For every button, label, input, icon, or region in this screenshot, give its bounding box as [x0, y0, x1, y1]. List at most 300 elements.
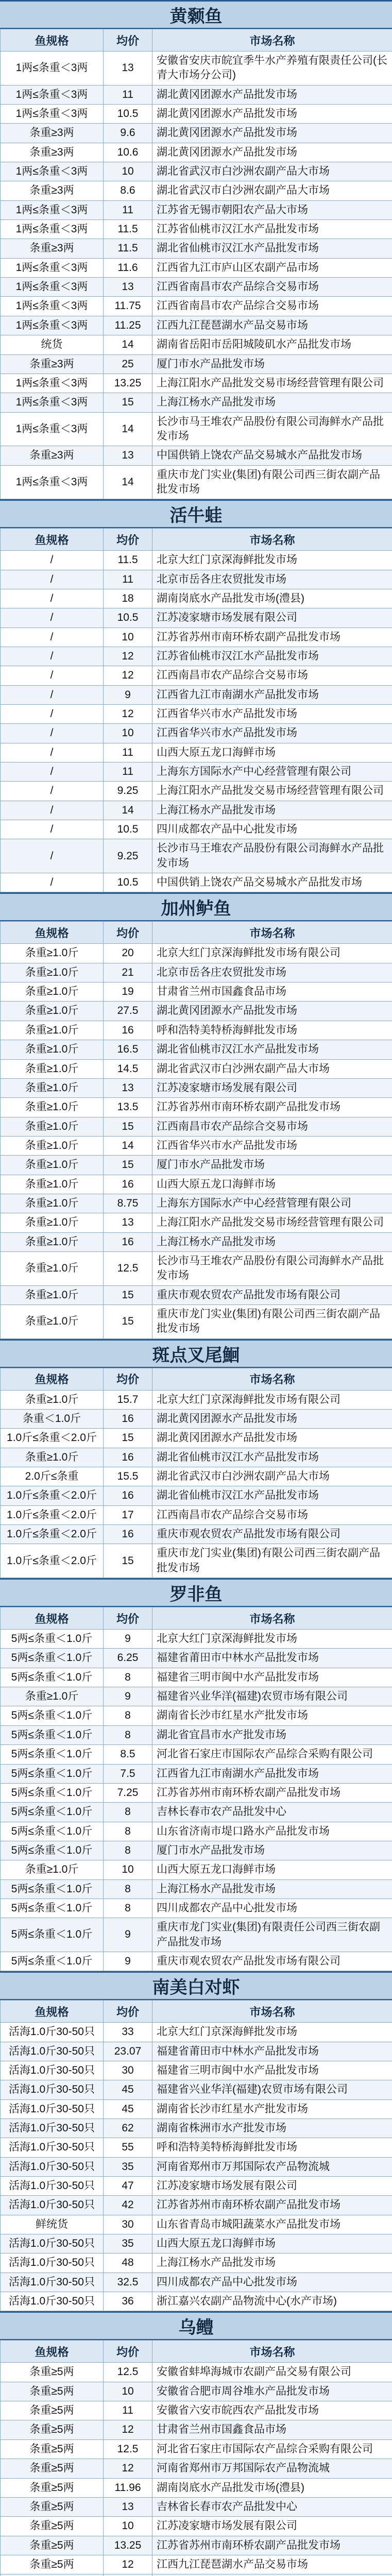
price-table — [0, 528, 392, 892]
market-cell: 湖南岗底水产品批发市场(澧县) — [152, 589, 392, 608]
table-row — [1, 1059, 392, 1078]
price-cell: 11.25 — [104, 316, 152, 335]
spec-cell: 5两≤条重＜1.0斤 — [1, 1918, 104, 1952]
market-cell: 江苏凌家塘市场发展有限公司 — [152, 1078, 392, 1097]
price-cell: 15 — [104, 1304, 152, 1338]
table-row — [1, 839, 392, 873]
table-row — [1, 143, 392, 162]
market-cell: 湖北黄冈团源水产品批发市场 — [152, 143, 392, 162]
spec-cell: / — [1, 743, 104, 762]
table-row — [1, 335, 392, 354]
table-row — [1, 2292, 392, 2311]
market-cell: 北京大红门京深海鲜批发市场有限公司 — [152, 1390, 392, 1409]
price-cell: 11.5 — [104, 220, 152, 239]
price-cell: 15 — [104, 1117, 152, 1136]
market-cell: 江西省华兴市水产品批发市场 — [152, 705, 392, 724]
market-column-header: 市场名称 — [152, 2001, 392, 2023]
price-column-header: 均价 — [104, 529, 152, 551]
market-cell: 呼和浩特美特桥海鲜批发市场 — [152, 1021, 392, 1040]
table-row — [1, 2099, 392, 2119]
price-column-header: 均价 — [104, 922, 152, 944]
price-cell: 13 — [104, 446, 152, 465]
price-cell: 12 — [104, 705, 152, 724]
table-row — [1, 2023, 392, 2042]
table-row — [1, 2478, 392, 2497]
table-row — [1, 1544, 392, 1578]
price-cell: 45 — [104, 2080, 152, 2099]
table-row — [1, 52, 392, 86]
market-cell: 上海江杨水产品批发市场 — [152, 1879, 392, 1899]
spec-cell: 条重≥1.0斤 — [1, 1285, 104, 1304]
table-row — [1, 1002, 392, 1021]
section-title: 南美白对虾 — [0, 1971, 392, 2000]
table-row — [1, 2382, 392, 2401]
price-cell: 11 — [104, 762, 152, 782]
table-row — [1, 354, 392, 374]
price-cell: 12.5 — [104, 2363, 152, 2382]
spec-cell: 鲜统货 — [1, 2215, 104, 2234]
spec-column-header: 鱼规格 — [1, 2001, 104, 2023]
market-cell: 北京大红门京深海鲜批发市场有限公司 — [152, 944, 392, 963]
spec-cell: 活海1.0斤30-50只 — [1, 2273, 104, 2292]
market-cell: 福建省莆田市中林水产品批发市场 — [152, 2042, 392, 2061]
spec-cell: 5两≤条重＜1.0斤 — [1, 1630, 104, 1649]
table-row — [1, 1952, 392, 1971]
market-cell: 山东省青岛市城阳蔬菜水产品批发市场 — [152, 2215, 392, 2234]
spec-cell: 1两≤条重＜3两 — [1, 374, 104, 393]
price-cell: 10.5 — [104, 105, 152, 124]
market-cell: 湖南省长沙市红星水产批发市场 — [152, 2099, 392, 2119]
price-cell: 11 — [104, 2401, 152, 2420]
market-cell: 四川成都农产品中心批发市场 — [152, 2273, 392, 2292]
price-cell: 36 — [104, 2292, 152, 2311]
table-row — [1, 220, 392, 239]
table-header-row — [1, 922, 392, 944]
spec-cell: 条重≥1.0斤 — [1, 1232, 104, 1251]
table-row — [1, 1687, 392, 1706]
price-column-header: 均价 — [104, 1607, 152, 1630]
table-row — [1, 873, 392, 892]
market-cell: 上海江阳水产品批发交易市场经营管理有限公司 — [152, 1213, 392, 1232]
table-row — [1, 1194, 392, 1213]
price-cell: 8.75 — [104, 1194, 152, 1213]
market-cell: 上海江阳水产品批发交易市场经营管理有限公司 — [152, 374, 392, 393]
section-title: 活牛蛙 — [0, 499, 392, 528]
market-cell: 湖北黄冈团源水产品批发市场 — [152, 85, 392, 104]
price-cell: 12 — [104, 666, 152, 685]
spec-cell: 活海1.0斤30-50只 — [1, 2138, 104, 2157]
market-cell: 重庆市龙门实业(集团)有限责任公司西三街农副产品批发市场 — [152, 1918, 392, 1952]
price-cell: 11.6 — [104, 258, 152, 277]
spec-cell: 条重≥1.0斤 — [1, 963, 104, 982]
price-cell: 35 — [104, 2234, 152, 2253]
spec-cell: 条重≥1.0斤 — [1, 1175, 104, 1194]
spec-column-header: 鱼规格 — [1, 922, 104, 944]
table-row — [1, 2234, 392, 2253]
spec-cell: 条重≥5两 — [1, 2497, 104, 2516]
section-4 — [0, 1578, 392, 1971]
price-column-header: 均价 — [104, 1368, 152, 1390]
spec-cell: 条重≥1.0斤 — [1, 1002, 104, 1021]
table-row — [1, 393, 392, 412]
price-table — [0, 1368, 392, 1578]
table-row — [1, 2459, 392, 2478]
market-cell: 湖北黄冈团源水产品批发市场 — [152, 1002, 392, 1021]
spec-cell: 条重≥5两 — [1, 2555, 104, 2574]
spec-cell: 1两≤条重＜3两 — [1, 465, 104, 499]
market-cell: 江西九江琵琶湖水产品交易市场 — [152, 2555, 392, 2574]
market-cell: 湖北黄冈团源水产品批发市场 — [152, 1429, 392, 1448]
spec-cell: / — [1, 705, 104, 724]
spec-cell: 条重≥5两 — [1, 2478, 104, 2497]
price-cell: 13 — [104, 2497, 152, 2516]
spec-cell: 5两≤条重＜1.0斤 — [1, 1764, 104, 1783]
spec-cell: 5两≤条重＜1.0斤 — [1, 1803, 104, 1822]
market-cell: 中国供销上饶农产品交易城水产品批发市场 — [152, 873, 392, 892]
spec-cell: 5两≤条重＜1.0斤 — [1, 1899, 104, 1918]
table-row — [1, 2042, 392, 2061]
market-cell: 江苏凌家塘市场发展有限公司 — [152, 2177, 392, 2196]
price-cell: 8 — [104, 1899, 152, 1918]
price-table — [0, 29, 392, 499]
price-cell: 15 — [104, 1429, 152, 1448]
spec-cell: 活海1.0斤30-50只 — [1, 2253, 104, 2273]
table-row — [1, 2253, 392, 2273]
market-cell: 湖北省仙桃市汉江水产品批发市场 — [152, 1040, 392, 1059]
spec-cell: 条重≥3两 — [1, 143, 104, 162]
market-cell: 江西九江琵琶湖水产品交易市场 — [152, 316, 392, 335]
table-row — [1, 801, 392, 820]
table-header-row — [1, 2001, 392, 2023]
table-row — [1, 963, 392, 982]
table-row — [1, 162, 392, 181]
market-cell: 厦门市水产品批发市场 — [152, 1156, 392, 1175]
price-cell: 8 — [104, 1803, 152, 1822]
price-cell: 23.07 — [104, 2042, 152, 2061]
price-cell: 8 — [104, 1879, 152, 1899]
market-cell: 湖北省仙桃市汉江水产品批发市场 — [152, 1448, 392, 1467]
market-cell: 福建省莆田市中林水产品批发市场 — [152, 1649, 392, 1668]
spec-cell: 条重≥3两 — [1, 354, 104, 374]
spec-cell: 5两≤条重＜1.0斤 — [1, 1783, 104, 1802]
price-cell: 15 — [104, 393, 152, 412]
price-cell: 14 — [104, 465, 152, 499]
market-cell: 江苏省仙桃市汉江水产品批发市场 — [152, 647, 392, 666]
market-cell: 江苏省仙桃市汉江水产品批发市场 — [152, 220, 392, 239]
price-cell: 9.25 — [104, 782, 152, 801]
table-row — [1, 124, 392, 143]
table-row — [1, 1078, 392, 1097]
price-cell: 8 — [104, 1725, 152, 1744]
spec-cell: / — [1, 666, 104, 685]
table-row — [1, 1668, 392, 1687]
price-cell — [104, 2574, 152, 2576]
market-cell: 河南省郑州市万邦国际农产品物流城 — [152, 2157, 392, 2176]
market-cell: 江苏省苏州市南环桥农副产品批发市场 — [152, 1098, 392, 1117]
spec-cell: 活海1.0斤30-50只 — [1, 2177, 104, 2196]
market-column-header: 市场名称 — [152, 529, 392, 551]
market-cell: 重庆市龙门实业(集团)有限公司西三街农副产品批发市场 — [152, 1304, 392, 1338]
price-cell: 12 — [104, 2555, 152, 2574]
spec-cell: 条重≥1.0斤 — [1, 1117, 104, 1136]
price-cell: 14 — [104, 412, 152, 446]
market-cell: 上海江杨水产品批发市场 — [152, 801, 392, 820]
spec-cell: 1.0斤≤条重＜2.0斤 — [1, 1486, 104, 1505]
price-table — [0, 2340, 392, 2576]
table-row — [1, 374, 392, 393]
table-row — [1, 2536, 392, 2555]
table-header-row — [1, 1368, 392, 1390]
price-cell: 10 — [104, 162, 152, 181]
table-row — [1, 2196, 392, 2215]
market-cell: 吉林省长春市农产品批发中心 — [152, 2497, 392, 2516]
price-cell: 9 — [104, 1952, 152, 1971]
spec-cell: 1两≤条重＜3两 — [1, 200, 104, 219]
price-cell: 8 — [104, 1706, 152, 1725]
spec-cell: 条重≥5两 — [1, 2363, 104, 2382]
market-cell: 重庆市观农贸农产品批发市场有限公司 — [152, 1525, 392, 1544]
spec-cell: 活海1.0斤30-50只 — [1, 2023, 104, 2042]
market-cell: 湖北省武汉市白沙洲农副产品大市场 — [152, 1059, 392, 1078]
spec-cell: / — [1, 551, 104, 570]
table-row — [1, 278, 392, 297]
market-cell: 厦门市水产品批发市场 — [152, 354, 392, 374]
table-row — [1, 2401, 392, 2420]
price-cell: 21 — [104, 963, 152, 982]
market-cell: 福建省兴业华洋(福建)农贸市场有限公司 — [152, 1687, 392, 1706]
market-cell: 江西省九江市庐山区农副产品市场 — [152, 258, 392, 277]
price-cell: 15.7 — [104, 1390, 152, 1409]
table-row — [1, 239, 392, 258]
market-cell: 甘肃省兰州市国鑫食品市场 — [152, 2420, 392, 2439]
market-cell: 湖南省岳阳市岳阳城陵矶水产品批发市场 — [152, 335, 392, 354]
table-row — [1, 1156, 392, 1175]
price-cell: 11.96 — [104, 2478, 152, 2497]
market-cell: 湖北省武汉市白沙洲农副产品大市场 — [152, 162, 392, 181]
market-cell: 上海江阳水产品批发交易市场经营管理有限公司 — [152, 782, 392, 801]
table-row — [1, 1285, 392, 1304]
spec-cell: 活海1.0斤30-50只 — [1, 2042, 104, 2061]
market-cell — [152, 2574, 392, 2576]
market-cell: 吉林长春市农产品批发中心 — [152, 1803, 392, 1822]
price-cell: 55 — [104, 2138, 152, 2157]
market-cell: 江西南昌市农产品综合交易市场 — [152, 1117, 392, 1136]
table-row — [1, 1918, 392, 1952]
price-cell: 9 — [104, 685, 152, 704]
spec-cell: 活海1.0斤30-50只 — [1, 2157, 104, 2176]
table-row — [1, 1841, 392, 1860]
spec-cell: 1两≤条重＜3两 — [1, 412, 104, 446]
price-cell: 8 — [104, 1668, 152, 1687]
market-cell: 上海江杨水产品批发市场 — [152, 1232, 392, 1251]
spec-cell: 条重≥1.0斤 — [1, 1078, 104, 1097]
spec-cell: / — [1, 647, 104, 666]
spec-cell: 活海1.0斤30-50只 — [1, 2080, 104, 2099]
table-row — [1, 1232, 392, 1251]
price-cell: 16 — [104, 1232, 152, 1251]
price-cell: 11 — [104, 743, 152, 762]
price-cell: 32.5 — [104, 2273, 152, 2292]
price-cell: 19 — [104, 982, 152, 1002]
section-0 — [0, 0, 392, 499]
spec-cell: / — [1, 762, 104, 782]
price-cell: 27.5 — [104, 1002, 152, 1021]
table-row — [1, 762, 392, 782]
spec-cell: 5两≤条重＜1.0斤 — [1, 1745, 104, 1764]
spec-cell: 条重≥1.0斤 — [1, 1304, 104, 1338]
market-cell: 安徽省六安市皖西农产品批发市场 — [152, 2401, 392, 2420]
price-cell: 9.25 — [104, 839, 152, 873]
spec-cell: 1两≤条重＜3两 — [1, 297, 104, 316]
market-cell: 北京大红门京深海鲜批发市场 — [152, 551, 392, 570]
section-2 — [0, 892, 392, 1338]
market-cell: 河南省郑州市万邦国际农产品物流城 — [152, 2459, 392, 2478]
table-row — [1, 1213, 392, 1232]
table-row — [1, 316, 392, 335]
spec-cell: 5两≤条重＜1.0斤 — [1, 1879, 104, 1899]
table-row — [1, 589, 392, 608]
spec-cell: 5两≤条重＜1.0斤 — [1, 1649, 104, 1668]
spec-cell: 1两≤条重＜3两 — [1, 220, 104, 239]
price-cell: 15.5 — [104, 1467, 152, 1486]
spec-cell: 5两≤条重＜1.0斤 — [1, 1952, 104, 1971]
table-row — [1, 1525, 392, 1544]
spec-cell: 1两≤条重＜3两 — [1, 162, 104, 181]
market-cell: 山西大原五龙口海鲜市场 — [152, 1175, 392, 1194]
table-row — [1, 1098, 392, 1117]
market-cell: 江西省华兴市水产品批发市场 — [152, 1136, 392, 1155]
price-cell: 33 — [104, 2023, 152, 2042]
spec-cell: / — [1, 724, 104, 743]
price-cell: 8.5 — [104, 1745, 152, 1764]
table-row — [1, 1764, 392, 1783]
spec-cell: 5两≤条重＜1.0斤 — [1, 1668, 104, 1687]
table-header-row — [1, 2341, 392, 2363]
table-row — [1, 2061, 392, 2080]
price-table — [0, 2000, 392, 2311]
market-cell: 湖南岗底水产品批发市场(澧县) — [152, 2478, 392, 2497]
price-cell: 10 — [104, 628, 152, 647]
market-cell: 上海江杨水产品批发市场 — [152, 393, 392, 412]
table-row — [1, 297, 392, 316]
market-column-header: 市场名称 — [152, 1607, 392, 1630]
market-cell: 湖北省武汉市白沙洲农副产品大市场 — [152, 1467, 392, 1486]
price-cell: 11 — [104, 85, 152, 104]
market-cell: 江苏凌家塘市场发展有限公司 — [152, 608, 392, 628]
price-column-header: 均价 — [104, 2341, 152, 2363]
table-row — [1, 200, 392, 219]
price-cell: 7.5 — [104, 1764, 152, 1783]
table-row — [1, 1822, 392, 1841]
spec-cell: 条重≥3两 — [1, 446, 104, 465]
table-row — [1, 1783, 392, 1802]
price-cell: 42 — [104, 2196, 152, 2215]
spec-cell: 1两≤条重＜3两 — [1, 278, 104, 297]
price-cell: 30 — [104, 2215, 152, 2234]
table-row — [1, 1706, 392, 1725]
table-row — [1, 1649, 392, 1668]
market-cell: 湖南省长沙市红星水产批发市场 — [152, 1706, 392, 1725]
price-cell: 6.25 — [104, 1649, 152, 1668]
table-row — [1, 181, 392, 200]
section-3 — [0, 1339, 392, 1578]
spec-cell: / — [1, 570, 104, 589]
market-cell: 北京大红门京深海鲜批发市场 — [152, 1630, 392, 1649]
table-header-row — [1, 1607, 392, 1630]
price-cell: 10.5 — [104, 873, 152, 892]
market-cell: 安徽省合肥市周谷堆水产品批发市场 — [152, 2382, 392, 2401]
spec-cell: 活海1.0斤30-50只 — [1, 2061, 104, 2080]
table-row — [1, 1390, 392, 1409]
table-row — [1, 647, 392, 666]
market-cell: 长沙市马王堆农产品股份有限公司海鲜水产品批发市场 — [152, 412, 392, 446]
table-row — [1, 2119, 392, 2138]
market-cell: 上海东方国际水产中心经营管理有限公司 — [152, 762, 392, 782]
table-row — [1, 685, 392, 704]
price-cell: 48 — [104, 2253, 152, 2273]
price-cell: 15 — [104, 1156, 152, 1175]
table-row — [1, 2439, 392, 2459]
market-column-header: 市场名称 — [152, 922, 392, 944]
spec-cell: 5两≤条重＜1.0斤 — [1, 1725, 104, 1744]
price-cell: 35 — [104, 2157, 152, 2176]
price-table — [0, 921, 392, 1338]
table-row — [1, 1899, 392, 1918]
table-row — [1, 1021, 392, 1040]
price-cell: 11 — [104, 570, 152, 589]
spec-cell: 条重≥1.0斤 — [1, 1059, 104, 1078]
table-header-row — [1, 529, 392, 551]
spec-cell: 活海1.0斤30-50只 — [1, 2196, 104, 2215]
market-cell: 湖北省仙桃市汉江水产品批发市场 — [152, 239, 392, 258]
price-cell: 14 — [104, 335, 152, 354]
spec-cell: 条重≥3两 — [1, 181, 104, 200]
price-cell: 13.25 — [104, 2536, 152, 2555]
spec-cell: 条重≥1.0斤 — [1, 982, 104, 1002]
spec-cell: 1两≤条重＜3两 — [1, 52, 104, 86]
market-cell: 湖北黄冈团源水产品批发市场 — [152, 105, 392, 124]
spec-cell: 1.0斤≤条重＜2.0斤 — [1, 1525, 104, 1544]
price-cell: 62 — [104, 2119, 152, 2138]
price-cell: 8 — [104, 1841, 152, 1860]
section-title: 罗非鱼 — [0, 1578, 392, 1607]
spec-cell: 条重≥1.0斤 — [1, 1213, 104, 1232]
table-row — [1, 1304, 392, 1338]
market-cell: 江苏省苏州市南环桥农副产品批发市场 — [152, 1783, 392, 1802]
price-cell: 13 — [104, 52, 152, 86]
spec-cell: 条重≥1.0斤 — [1, 1040, 104, 1059]
table-row — [1, 628, 392, 647]
spec-cell: 1两≤条重＜3两 — [1, 393, 104, 412]
market-cell: 上海江杨水产品批发市场 — [152, 2253, 392, 2273]
price-cell: 13 — [104, 1078, 152, 1097]
spec-cell: / — [1, 820, 104, 839]
spec-cell: 5两≤条重＜1.0斤 — [1, 1841, 104, 1860]
price-cell: 12.5 — [104, 2439, 152, 2459]
market-column-header: 市场名称 — [152, 29, 392, 52]
table-row — [1, 1630, 392, 1649]
price-cell: 30 — [104, 2061, 152, 2080]
table-row — [1, 944, 392, 963]
market-cell: 江西省九江市南湖水产品批发市场 — [152, 1764, 392, 1783]
spec-cell: / — [1, 608, 104, 628]
spec-cell: 条重≥1.0斤 — [1, 1448, 104, 1467]
table-row — [1, 85, 392, 104]
price-cell: 16 — [104, 1410, 152, 1429]
price-cell: 9 — [104, 1918, 152, 1952]
price-table — [0, 1607, 392, 1971]
spec-cell: 1两≤条重＜3两 — [1, 85, 104, 104]
